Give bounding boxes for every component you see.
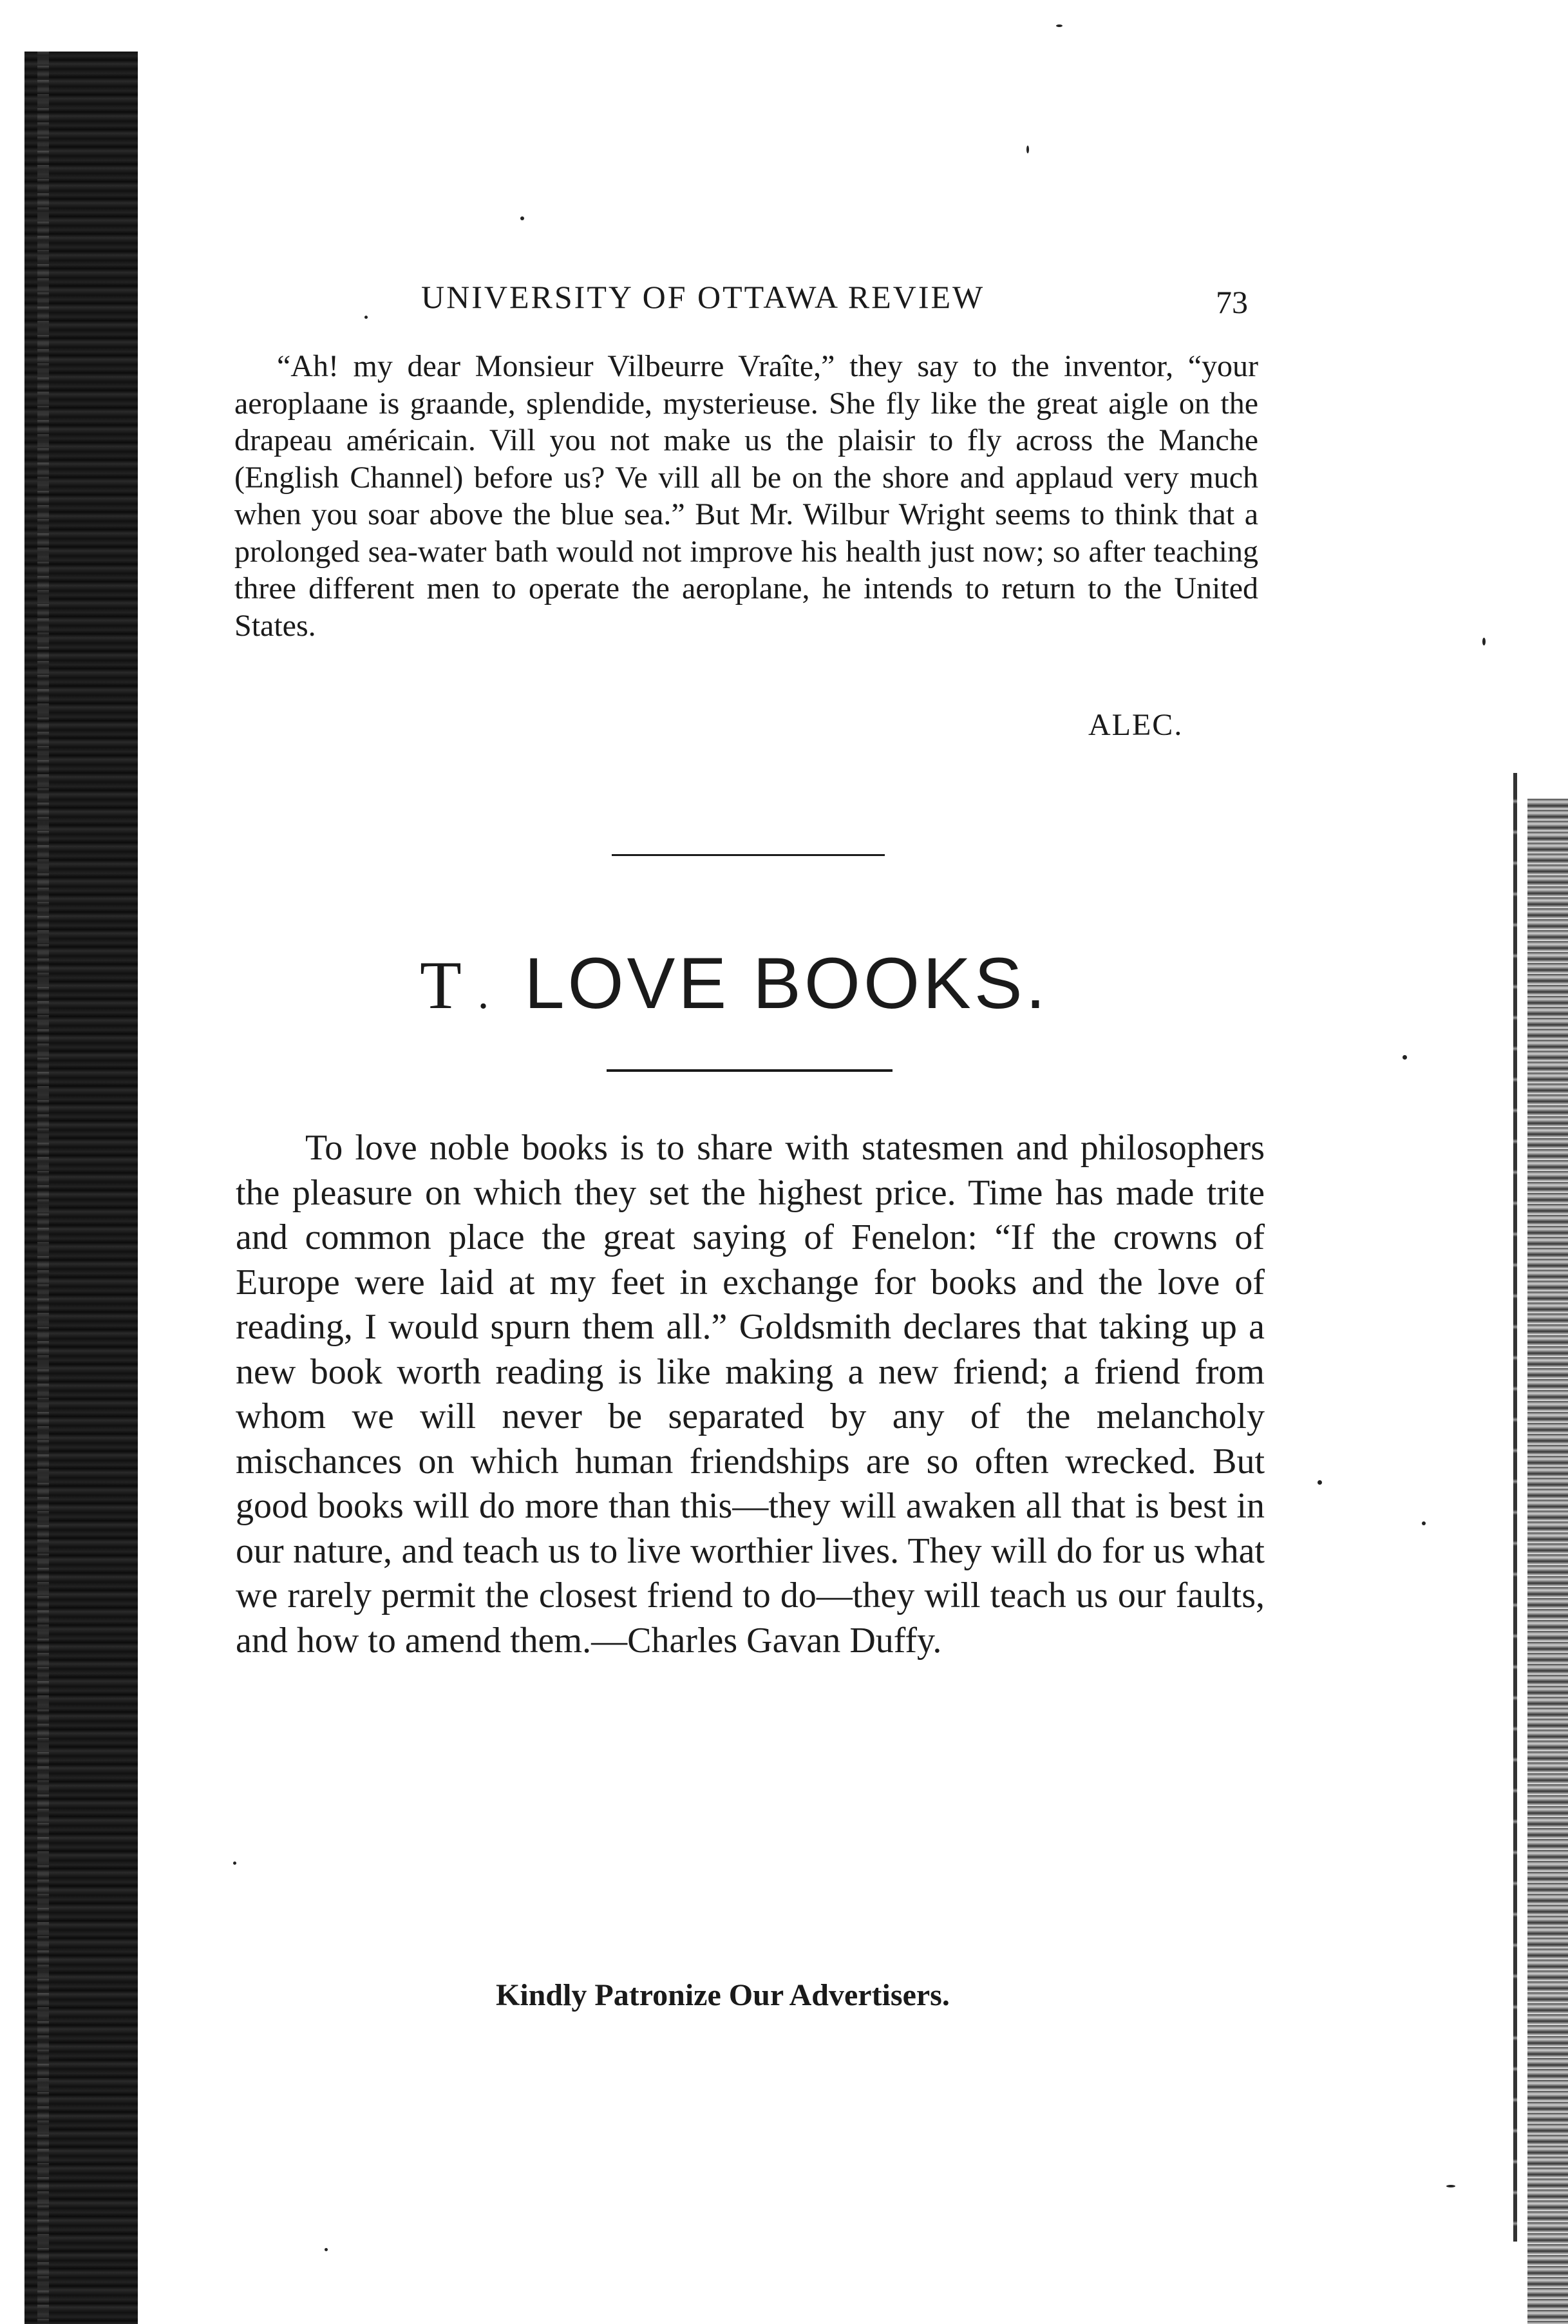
- title-text: LOVE BOOKS.: [524, 943, 1049, 1024]
- scan-speck: [364, 316, 368, 319]
- running-head: UNIVERSITY OF OTTAWA REVIEW: [421, 279, 985, 315]
- scan-speck: [233, 1862, 236, 1865]
- footer-note: Kindly Patronize Our Advertisers.: [496, 1978, 950, 2012]
- scan-speck: [325, 2248, 328, 2251]
- scan-speck: [1422, 1521, 1426, 1525]
- page-edge-right: [1513, 773, 1517, 2242]
- article-one-signature: ALEC.: [1088, 708, 1184, 742]
- article-one-body: “Ah! my dear Monsieur Vilbeurre Vraîte,” they say to the inventor, “your aeroplaane is graande, splendide, mysterieuse. She fly like the great aigle on the drapeau américain. Vill you not make us the plaisir to fly across the Manche (English Channel) before us? Ve vill all be on the shore and applaud very much when you soar above the blue sea.” But Mr. Wilbur Wright seems to think that a prolonged sea-water bath would not improve his health just now; so after teaching three different men to operate the aeroplane, he intends to return to the United States.: [234, 349, 1258, 643]
- scan-speck: [1446, 2185, 1455, 2187]
- scan-speck: [1482, 638, 1486, 645]
- binding-edge-left: [24, 52, 138, 2324]
- section-divider: [612, 854, 885, 856]
- page-number: 73: [1216, 284, 1248, 320]
- article-two-title: [420, 942, 1102, 1025]
- title-underline: [607, 1069, 893, 1072]
- binding-edge-right: [1527, 799, 1568, 2324]
- scan-speck: [1318, 1480, 1322, 1485]
- scan-speck: [1403, 1055, 1407, 1060]
- scan-speck: [520, 216, 524, 220]
- title-dot: .: [477, 969, 493, 1018]
- scan-speck: [1026, 146, 1029, 153]
- title-initial: T: [420, 948, 465, 1023]
- article-two-body: To love noble books is to share with statesmen and philosophers the pleasure on which they set the highest price. Time has made trite and common place the great saying of Fenelon: “If the crowns of Europe were laid at my feet in exchange for books and the love of reading, I would spurn them all.” Goldsmith declares that taking up a new book worth reading is like making a new friend; a friend from whom we will never be separated by any of the melancholy mischances on which human friendships are so often wrecked. But good books will do more than this—they will awaken all that is best in our nature, and teach us to live worthier lives. They will do for us what we rarely permit the closest friend to do—they will teach us our faults, and how to amend them.—Charles Gavan Duffy.: [236, 1128, 1265, 1661]
- scan-speck: [1056, 24, 1063, 27]
